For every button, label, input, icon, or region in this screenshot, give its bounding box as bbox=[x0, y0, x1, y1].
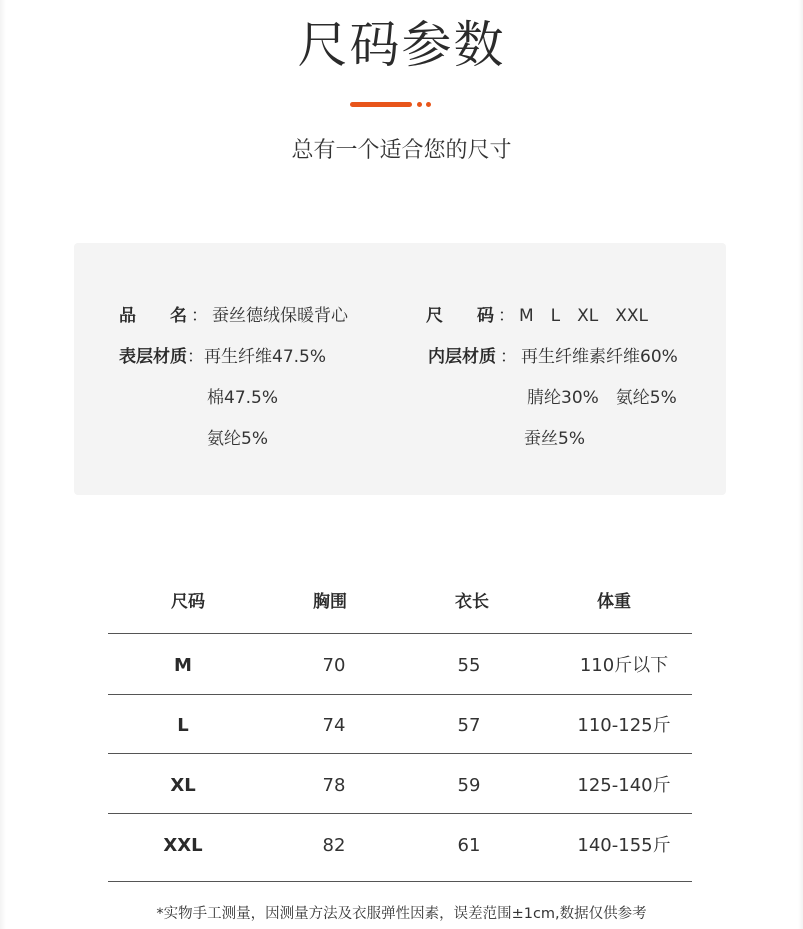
page-title: 尺码参数 bbox=[297, 16, 506, 74]
size-label: 尺 码 bbox=[426, 306, 494, 326]
colon: ： bbox=[500, 347, 517, 367]
product-name-value: 蚕丝德绒保暖背心 bbox=[212, 306, 348, 326]
outer-material-value: 氨纶5% bbox=[207, 429, 268, 449]
table-cell-chest: 78 bbox=[322, 775, 346, 796]
outer-material-label: 表层材质 bbox=[119, 347, 187, 367]
table-header-length: 衣长 bbox=[455, 592, 489, 612]
table-cell-length: 57 bbox=[457, 715, 481, 736]
table-cell-weight: 110-125斤 bbox=[577, 715, 671, 736]
table-cell-size: M bbox=[174, 655, 192, 676]
inner-material-value: 腈纶30% 氨纶5% bbox=[527, 388, 677, 408]
size-row bbox=[426, 304, 648, 328]
product-name-label: 品 名 bbox=[119, 306, 187, 326]
table-cell-length: 59 bbox=[457, 775, 481, 796]
table-divider bbox=[108, 813, 692, 814]
table-header-size: 尺码 bbox=[171, 592, 205, 612]
colon: ： bbox=[498, 306, 515, 326]
table-divider bbox=[108, 881, 692, 882]
table-cell-weight: 110斤以下 bbox=[579, 655, 669, 676]
table-cell-weight: 125-140斤 bbox=[577, 775, 671, 796]
decoration-dot bbox=[417, 102, 422, 107]
product-info-panel bbox=[74, 243, 726, 495]
table-cell-length: 55 bbox=[457, 655, 481, 676]
outer-material-value: 棉47.5% bbox=[207, 388, 279, 408]
table-divider bbox=[108, 694, 692, 695]
table-cell-chest: 74 bbox=[322, 715, 346, 736]
decoration-bar bbox=[350, 102, 412, 107]
table-cell-size: XXL bbox=[163, 835, 203, 856]
table-cell-weight: 140-155斤 bbox=[577, 835, 671, 856]
table-divider bbox=[108, 633, 692, 634]
size-options: M L XL XXL bbox=[519, 306, 649, 326]
colon: ： bbox=[191, 306, 208, 326]
inner-material-value: 再生纤维素纤维60% bbox=[521, 347, 678, 367]
inner-material-value: 蚕丝5% bbox=[524, 429, 585, 449]
table-cell-size: XL bbox=[170, 775, 196, 796]
product-name-row bbox=[119, 304, 348, 328]
page-subtitle: 总有一个适合您的尺寸 bbox=[291, 138, 512, 163]
table-header-chest: 胸围 bbox=[313, 592, 347, 612]
outer-material-row bbox=[119, 345, 326, 369]
table-divider bbox=[108, 753, 692, 754]
outer-material-value: 再生纤维47.5% bbox=[204, 347, 327, 367]
measurement-footnote: *实物手工测量，因测量方法及衣服弹性因素，误差范围±1cm,数据仅供参考 bbox=[156, 906, 647, 922]
colon: ： bbox=[187, 347, 204, 367]
table-cell-length: 61 bbox=[457, 835, 481, 856]
inner-material-row bbox=[428, 345, 678, 369]
inner-material-label: 内层材质 bbox=[428, 347, 496, 367]
decoration-dot bbox=[426, 102, 431, 107]
table-cell-chest: 82 bbox=[322, 835, 346, 856]
table-header-weight: 体重 bbox=[597, 592, 631, 612]
table-cell-size: L bbox=[177, 715, 189, 736]
table-cell-chest: 70 bbox=[322, 655, 346, 676]
